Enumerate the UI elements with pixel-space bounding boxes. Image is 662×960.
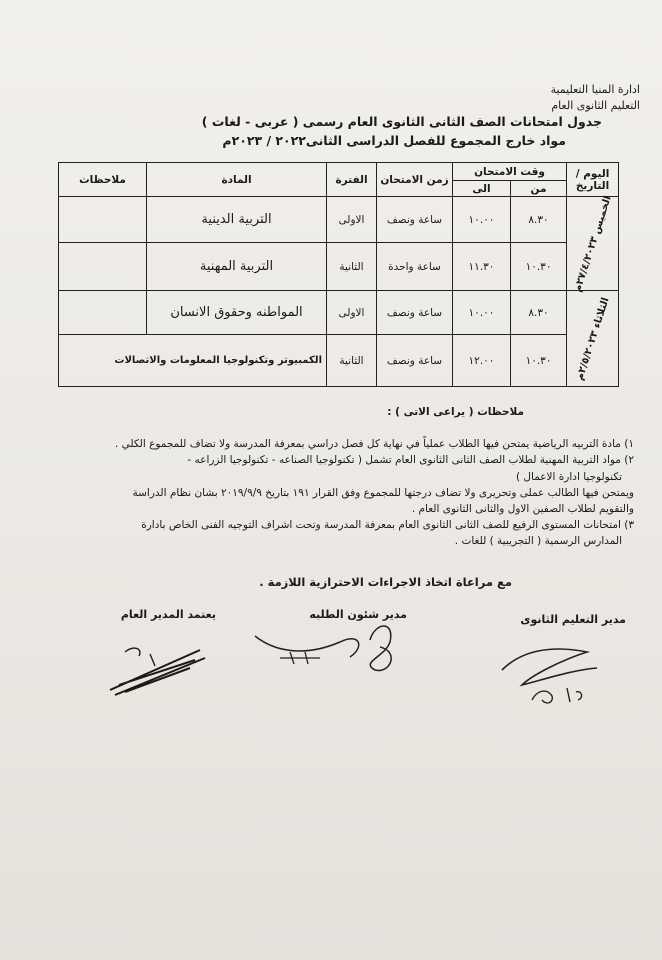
period-cell: الاولى [327, 291, 377, 335]
table-row [59, 243, 619, 291]
day-label: الخميس ٢٧/٤/٢٠٢٣م [571, 194, 614, 293]
header-period: الفترة [327, 163, 377, 197]
notes-cell [59, 243, 147, 291]
table-row [59, 197, 619, 243]
note-3b: المدارس الرسمية ( التجريبية ) للغات . [454, 535, 622, 548]
from-cell: ١٠.٣٠ [511, 335, 567, 387]
notes-cell [59, 197, 147, 243]
document-title [202, 112, 602, 150]
to-cell: ١٢.٠٠ [453, 335, 511, 387]
from-cell: ٨.٣٠ [511, 291, 567, 335]
duration-cell: ساعة ونصف [377, 197, 453, 243]
signature-approved-by: يعتمد المدير العام [120, 608, 216, 621]
precaution-line: مع مراعاة اتخاذ الاجراءات الاحترازية اللازمة . [259, 575, 512, 589]
day-cell [567, 291, 619, 387]
period-cell: الثانية [327, 243, 377, 291]
duration-cell: ساعة ونصف [377, 291, 453, 335]
duration-cell: ساعة ونصف [377, 335, 453, 387]
subject-cell: التربية الدينية [147, 197, 327, 243]
notes-heading: ملاحظات ( يراعى الاتى ) : [387, 406, 524, 418]
note-2d: والتقويم لطلاب الصفين الاول والثانى الثانوى العام . [411, 503, 634, 516]
header-to: الى [453, 181, 511, 197]
handwritten-signature-3 [105, 640, 215, 700]
admin-line-2: التعليم الثانوى العام [551, 99, 640, 112]
note-2b: تكنولوجيا ادارة الاعمال ) [515, 470, 622, 483]
handwritten-signature-2 [250, 612, 420, 682]
day-cell [567, 194, 619, 293]
header-notes: ملاحظات [59, 163, 147, 197]
handwritten-signature-1 [492, 630, 612, 710]
table-row [59, 291, 619, 335]
signature-secondary-director: مدير التعليم الثانوى [520, 613, 626, 626]
notes-cell [59, 291, 147, 335]
subject-cell: الكمبيوتر وتكنولوجيا المعلومات والاتصالات [59, 335, 327, 387]
notes-section [34, 404, 634, 550]
subject-cell: التربية المهنية [147, 243, 327, 291]
header-from: من [511, 181, 567, 197]
title-line-2: مواد خارج المجموع للفصل الدراسى الثانى٢٠٢٢ / ٢٠٢٣م [222, 133, 566, 148]
from-cell: ١٠.٣٠ [511, 243, 567, 291]
from-cell: ٨.٣٠ [511, 197, 567, 243]
day-label: الثلاثاء ٢/٥/٢٠٢٣م [573, 295, 612, 382]
header-exam-time: وقت الامتحان [453, 163, 567, 181]
admin-line-1: ادارة المنيا التعليمية [550, 83, 640, 96]
note-3a: ٣) امتحانات المستوى الرفيع للصف الثانى الثانوى العام بمعرفة المدرسة وتحت اشراف التوجيه الفنى الخاص بادارة [141, 519, 634, 532]
administration-header [551, 82, 640, 114]
duration-cell: ساعة واحدة [377, 243, 453, 291]
signature-student-affairs: مدير شئون الطلبه [309, 608, 407, 621]
header-subject: المادة [147, 163, 327, 197]
period-cell: الثانية [327, 335, 377, 387]
subject-cell: المواطنه وحقوق الانسان [147, 291, 327, 335]
to-cell: ١٠.٠٠ [453, 291, 511, 335]
note-1: ١) مادة التربيه الرياضية يمتحن فيها الطلاب عملياً في نهاية كل فصل دراسي بمعرفة المدرسة ولا تضاف للمجموع الكلي . [114, 438, 634, 451]
to-cell: ١١.٣٠ [453, 243, 511, 291]
to-cell: ١٠.٠٠ [453, 197, 511, 243]
note-2a: ٢) مواد التربية المهنية لطلاب الصف الثانى الثانوى العام تشمل ( تكنولوجيا الصناعه - تكنولوجيا الزراعه - [187, 454, 634, 467]
header-duration: زمن الامتحان [377, 163, 453, 197]
table-row [59, 335, 619, 387]
period-cell: الاولى [327, 197, 377, 243]
header-day-date: اليوم /التاريخ [567, 163, 619, 197]
note-2c: ويمتحن فيها الطالب عملى وتحريرى ولا تضاف درجتها للمجموع وفق القرار ١٩١ بتاريخ ٢٠١٩/٩/٩ بشان نظام الدراسة [132, 486, 634, 499]
exam-schedule-table [58, 162, 619, 387]
title-line-1: جدول امتحانات الصف الثانى الثانوى العام رسمى ( عربى - لغات ) [201, 114, 602, 129]
